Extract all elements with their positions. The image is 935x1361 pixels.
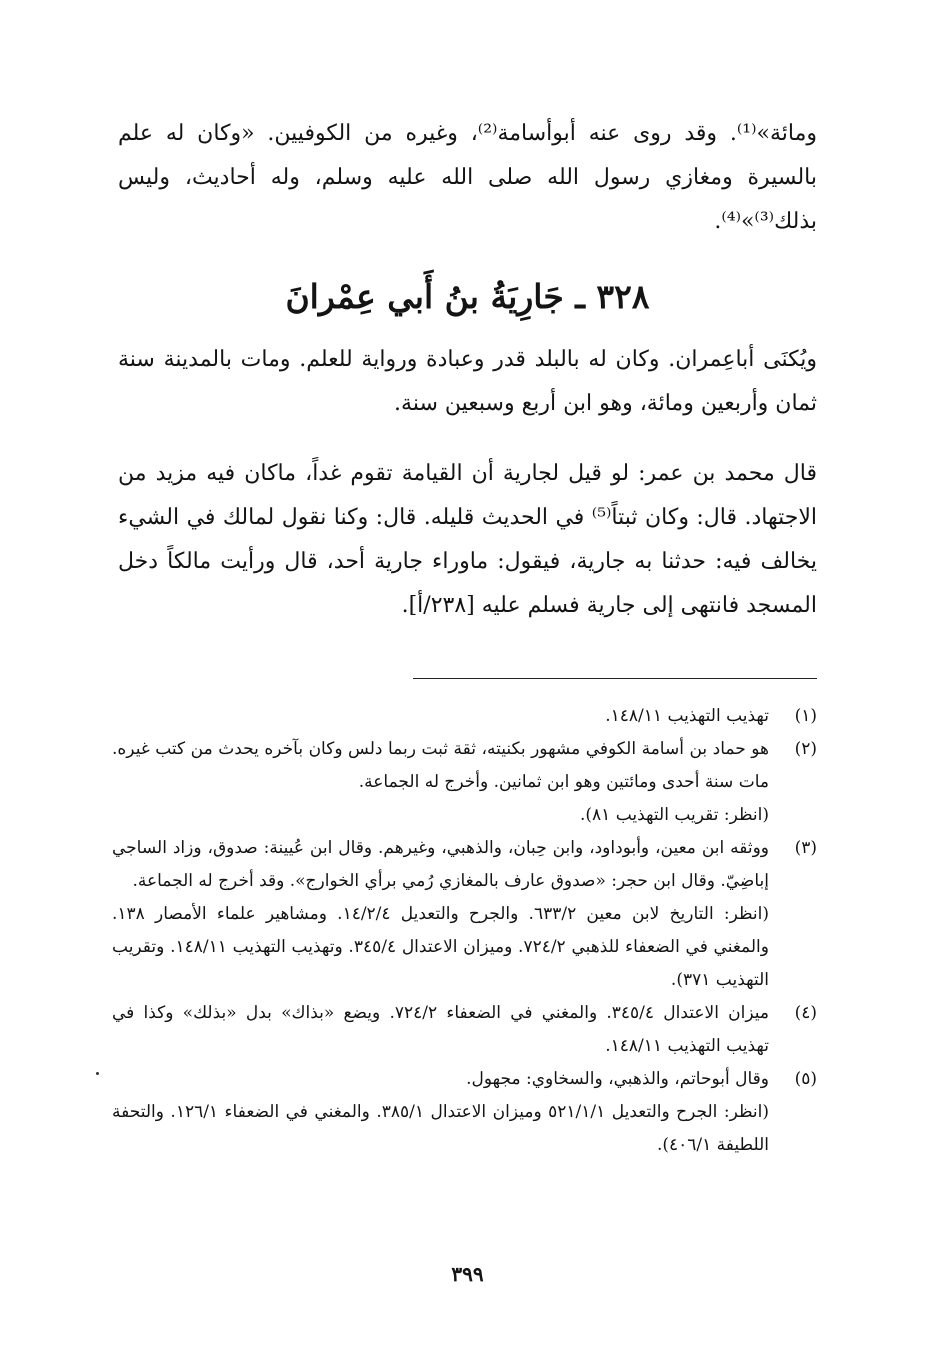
bio-paragraph: ويُكنَى أباعِمران. وكان له بالبلد قدر وعبادة ورواية للعلم. ومات بالمدينة سنة ثمان وأربعين ومائة، وهو ابن أربع وسبعين سنة. [118,347,817,416]
footnote-number: (٤) [794,1003,817,1023]
footnote-reference: (انظر: الجرح والتعديل ٥٢١/١/١ وميزان الاعتدال ٣٨٥/١. والمغني في الضعفاء ١٢٦/١. والتحفة اللطيفة ٤٠٦/١). [112,1102,770,1155]
footnote-text: هو حماد بن أسامة الكوفي مشهور بكنيته، ثقة ثبت ربما دلس وكان بآخره يحدث من كتب غيره. مات سنة أحدى ومائتين وهو ابن ثمانين. وأخرج له الجماعة. [112,739,769,792]
footnote-reference: (انظر: تقريب التهذيب ٨١). [579,805,769,825]
footnote-2 [112,733,817,832]
footnote-text: ووثقه ابن معين، وأبوداود، وابن حِبان، والذهبي، وغيرهم. وقال ابن عُيينة: صدوق، وزاد الساجي إباضِيّ. وقال ابن حجر: «صدوق عارف بالمغازي رُمي برأي الخوارج». وقد أخرج له الجماعة. [112,838,769,891]
footnote-divider [413,678,817,679]
footnote-number: (٥) [794,1069,817,1089]
entry-quote [118,452,817,628]
footnote-1 [112,700,817,733]
footnotes [112,700,817,1162]
footnote-5 [112,1063,817,1162]
footnote-4 [112,997,817,1063]
footnote-body [112,832,769,997]
footnote-text: تهذيب التهذيب ١٤٨/١١. [605,706,769,726]
footnote-reference: (انظر: التاريخ لابن معين ٦٣٣/٢. والجرح والتعديل ١٤/٢/٤. ومشاهير علماء الأمصار ١٣٨. والمغني في الضعفاء للذهبي ٧٢٤/٢. وميزان الاعتدال ٣٤٥/٤. وتهذيب التهذيب ١٤٨/١١. وتقريب التهذيب ٣٧١). [112,904,769,990]
page-number: ٣٩٩ [451,1262,484,1286]
footnote-body [112,1063,769,1162]
footnote-body [112,997,769,1063]
footnote-3 [112,832,817,997]
scan-speck [96,1072,99,1075]
footnote-text: وقال أبوحاتم، والذهبي، والسخاوي: مجهول. [466,1069,769,1089]
footnote-number: (١) [794,706,817,726]
footnote-body [112,700,769,733]
top-paragraph: ومائة»⁽¹⁾. وقد روى عنه أبوأسامة⁽²⁾، وغيره من الكوفيين. «وكان له علم بالسيرة ومغازي رسول الله صلى الله عليه وسلم، وله أحاديث، وليس بذلك⁽³⁾»⁽⁴⁾. [118,121,817,234]
footnote-text: ميزان الاعتدال ٣٤٥/٤. والمغني في الضعفاء ٧٢٤/٢. ويضع «بذاك» بدل «بذلك» وكذا في تهذيب التهذيب ١٤٨/١١. [112,1003,770,1056]
quote-paragraph: قال محمد بن عمر: لو قيل لجارية أن القيامة تقوم غداً، ماكان فيه مزيد من الاجتهاد. قال: وكان ثبتاً⁽⁵⁾ في الحديث قليله. قال: وكنا نقول لمالك في الشيء يخالف فيه: حدثنا به جارية، فيقول: ماوراء جارية أحد، قال ورأيت مالكاً دخل المسجد فانتهى إلى جارية فسلم عليه [٢٣٨/أ]. [118,461,818,618]
footnote-number: (٢) [794,739,817,759]
main-text-continuation [118,112,817,244]
footnote-number: (٣) [794,838,817,858]
entry-heading: ٣٢٨ ـ جَارِيَةُ بنُ أَبي عِمْرانَ [285,277,650,316]
entry-bio [118,338,817,426]
footnote-body [112,733,769,832]
